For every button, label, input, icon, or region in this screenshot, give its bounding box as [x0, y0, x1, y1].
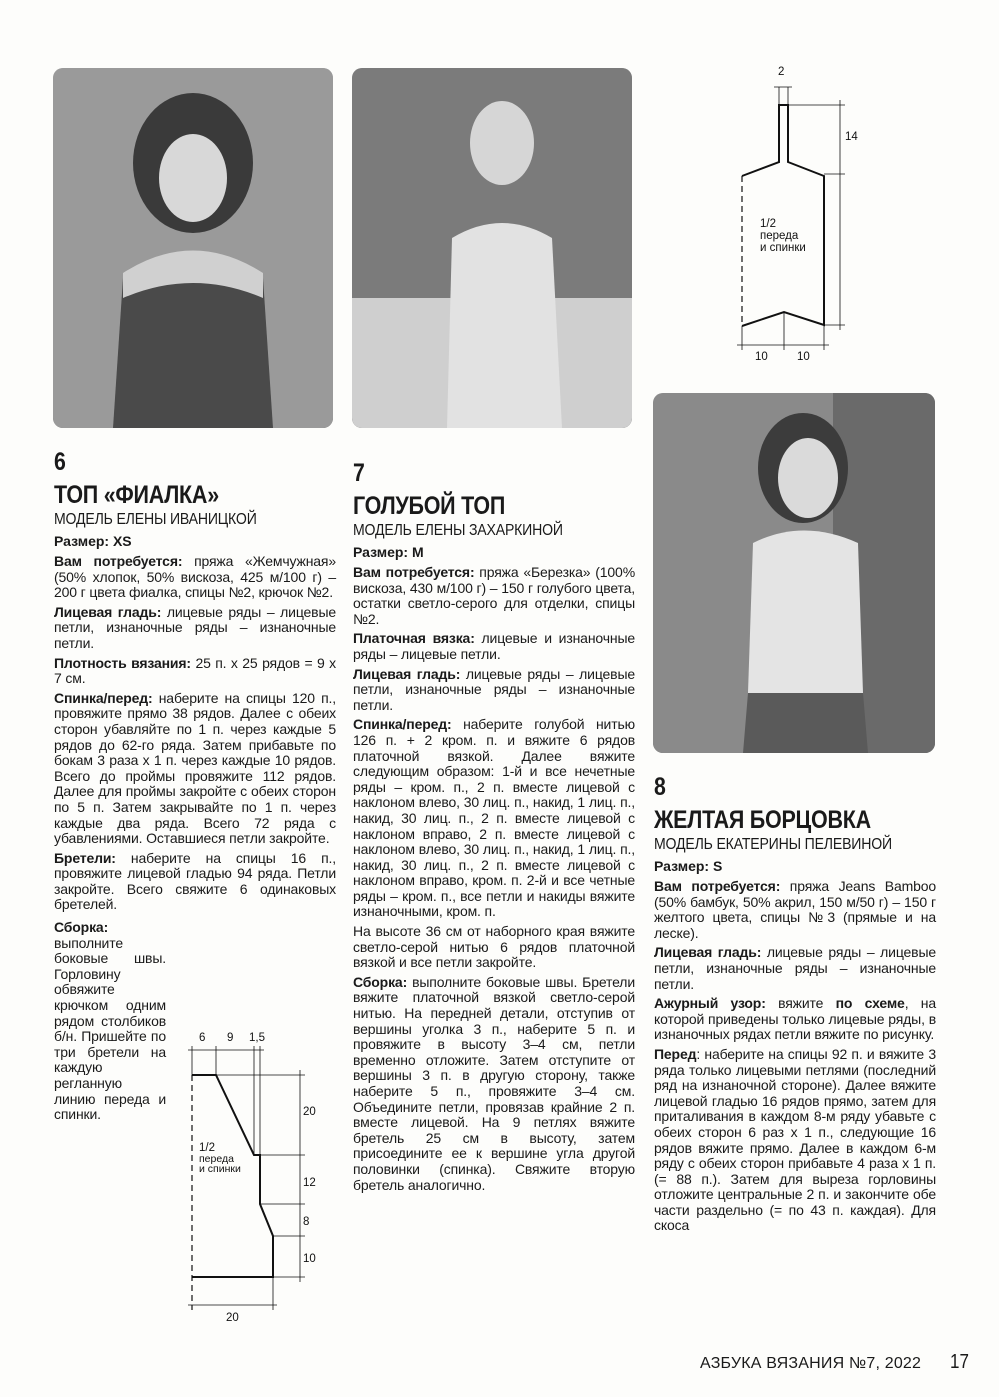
section-7: [353, 459, 635, 1193]
paragraph-straps: Бретели: наберите на спицы 16 п., провяжите лицевой гладью 94 ряда. Петли закройте. Всего свяжите 6 одинаковых бретелей.: [54, 849, 336, 913]
model-author: МОДЕЛЬ ЕЛЕНЫ ИВАНИЦКОЙ: [54, 511, 257, 528]
model-size: Размер: S: [654, 858, 723, 874]
pattern-diagram-top-fialka: [180, 1025, 320, 1325]
dim-strap-height: 14: [845, 131, 858, 143]
paragraph-stockinette: Лицевая гладь: лицевые ряды – лицевые петли, изнаночные ряды – изнаночные петли.: [353, 665, 636, 713]
diagram-label: переда: [760, 230, 799, 242]
dim-top-1: 6: [199, 1032, 206, 1044]
dim-bottom: 20: [226, 1312, 239, 1324]
model-title: ГОЛУБОЙ ТОП: [353, 492, 506, 520]
model-number: 7: [353, 459, 365, 487]
page-number: 17: [950, 1351, 969, 1373]
model-number: 6: [54, 448, 66, 476]
pattern-diagram-yellow-tank: [720, 55, 880, 375]
photo-blue-top: [352, 68, 632, 428]
photo-yellow-tank: [653, 393, 935, 753]
dim-bottom-left: 10: [755, 351, 768, 363]
paragraph-front: Перед: наберите на спицы 92 п. и вяжите 3 ряда только лицевыми петлями (последний ряд на изнаночной стороне). Далее вяжите лицевой гладью 16 рядов прямо, затем для приталивания в каждом 8-м ряду убавьте с обеих сторон 6 раз х 1 п., следующие 16 рядов вяжите прямо. Далее в каждом 6-м ряду с обеих сторон прибавьте 4 раза х 1 п. (= 88 п.). Затем для выреза горловины отложите центральные 2 п. и закончите обе части раздельно (= по 43 п. каждая). Для скоса: [654, 1045, 936, 1234]
model-title: ЖЕЛТАЯ БОРЦОВКА: [654, 806, 871, 834]
diagram-label: и спинки: [199, 1163, 241, 1175]
section-8: [654, 773, 936, 1234]
dim-top-3: 1,5: [249, 1032, 265, 1044]
paragraph-gauge: Плотность вязания: 25 п. х 25 рядов = 9 х 7 см.: [54, 654, 336, 687]
paragraph-back-front: Спинка/перед: наберите голубой нитью 126 п. + 2 кром. п. и вяжите 6 рядов платочной вязкой. Далее вяжите следующим образом: 1-й и все нечетные ряды – кром. п., 2 п. вместе лицевой с наклоном влево, 30 лиц. п., накид, 1 лиц. п., накид, 30 лиц. п., 2 п. вместе лицевой с наклоном вправо, 2 п. вместе лицевой с наклоном влево, 30 лиц. п., накид, 1 лиц. п., накид, 30 лиц. п., 2 п. вместе лицевой с наклоном вправо, кром. п. 2-й и все четные ряды – кром. п., все петли и накиды вяжите изнаночными, кром. п.: [353, 716, 635, 920]
dim-top-2: 9: [227, 1032, 234, 1044]
paragraph-stockinette: Лицевая гладь: лицевые ряды – лицевые петли, изнаночные ряды – изнаночные петли.: [654, 944, 937, 992]
diagram-label: 1/2: [199, 1142, 215, 1154]
dim-right-4: 10: [303, 1253, 316, 1265]
dim-bottom-right: 10: [797, 351, 810, 363]
paragraph-finishing: На высоте 36 см от наборного края вяжите светло-серой нитью 6 рядов платочной вязкой и все петли закройте.: [353, 923, 635, 971]
dim-right-1: 20: [303, 1106, 316, 1118]
magazine-footer: АЗБУКА ВЯЗАНИЯ №7, 2022: [700, 1355, 922, 1372]
diagram-label: переда: [199, 1153, 234, 1165]
paragraph-lace: Ажурный узор: вяжите по схеме, на которой приведены только лицевые ряды, в изнаночных рядах петли вяжите по рисунку.: [654, 995, 937, 1043]
model-author: МОДЕЛЬ ЕКАТЕРИНЫ ПЕЛЕВИНОЙ: [654, 836, 892, 853]
model-size: Размер: XS: [54, 533, 132, 549]
diagram-label: и спинки: [760, 242, 806, 254]
photo-top-fialka: [53, 68, 333, 428]
paragraph-garter: Платочная вязка: лицевые и изнаночные ряды – лицевые петли.: [353, 630, 635, 662]
paragraph-assembly: Сборка: выполните боковые швы. Горловину обвяжите крючком одним рядом столбиков б/н. Пришейте по три бретели на каждую регланную линию переда и спинки.: [54, 919, 166, 1123]
diagram-label: 1/2: [760, 218, 776, 230]
dim-strap-width: 2: [778, 66, 785, 78]
paragraph-back-front: Спинка/перед: наберите на спицы 120 п., провяжите прямо 38 рядов. Далее с обеих сторон убавляйте по 1 п. через каждые 5 рядов до 62-го ряда. Затем прибавьте по бокам 3 раза х 1 п. через каждые 10 рядов. Всего до проймы провяжите 112 рядов. Далее для проймы закройте с обеих сторон по 5 п. Затем закрывайте по 1 п. через каждые два ряда. Всего 72 ряда с убавлениями. Оставшиеся петли закройте.: [54, 689, 336, 847]
model-author: МОДЕЛЬ ЕЛЕНЫ ЗАХАРКИНОЙ: [353, 522, 563, 539]
dim-right-2: 12: [303, 1177, 316, 1189]
paragraph-assembly: Сборка: выполните боковые швы. Бретели вяжите платочной вязкой светло-серой нитью. На передней детали, отступив от вершины уголка 3 п., наберите 5 п. и провяжите в высоту 3–4 см, петли временно отложите. Затем отступите от вершины 3 п. в другую сторону, также наберите 5 п., провяжите 3–4 см. Объедините петли, провязав крайние 2 п. вместе лицевой. На 9 петлях вяжите бретель 25 см в высоту, затем присоедините ее к вершине угла другой половинки (спинка). Свяжите вторую бретель аналогично.: [353, 973, 635, 1193]
paragraph-materials: Вам потребуется: пряжа «Жемчужная» (50% хлопок, 50% вискоза, 425 м/100 г) – 200 г цвета фиалка, спицы №2, крючок №2.: [54, 553, 336, 601]
paragraph-materials: Вам потребуется: пряжа «Березка» (100% вискоза, 430 м/100 г) – 150 г голубого цвета, остатки светло-серого для отделки, спицы №2.: [353, 564, 635, 627]
paragraph-stockinette: Лицевая гладь: лицевые ряды – лицевые петли, изнаночные ряды – изнаночные петли.: [54, 603, 337, 651]
model-size: Размер: M: [353, 544, 424, 560]
dim-right-3: 8: [303, 1216, 310, 1228]
model-number: 8: [654, 773, 666, 801]
section-6: [54, 448, 336, 1123]
model-title: ТОП «ФИАЛКА»: [54, 481, 219, 509]
paragraph-materials: Вам потребуется: пряжа Jeans Bamboo (50% бамбук, 50% акрил, 150 м/50 г) – 150 г желтого цвета, спицы №3 (прямые и на леске).: [654, 878, 937, 941]
